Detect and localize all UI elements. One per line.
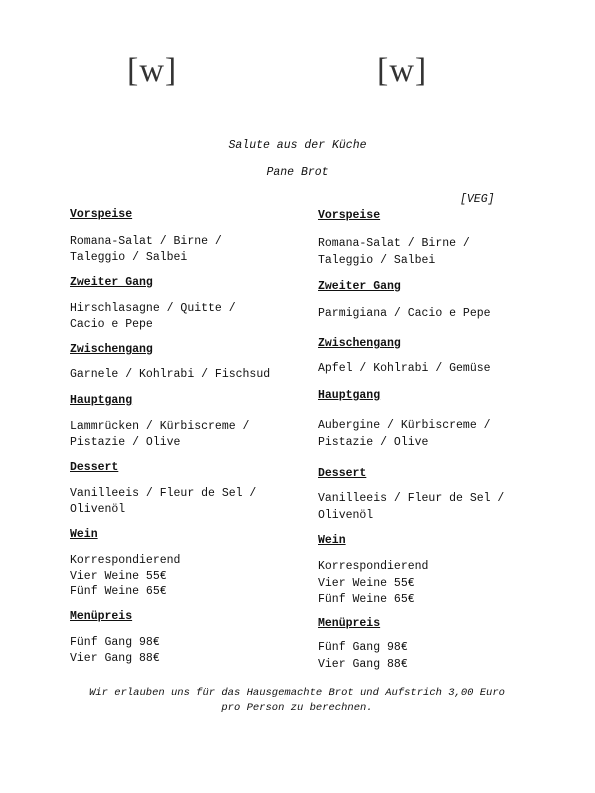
logo-left: [w]	[127, 52, 178, 89]
section-heading-zwischengang: Zwischengang	[318, 337, 401, 350]
section-item-menuepreis: Fünf Gang 98€ Vier Gang 88€	[70, 636, 160, 665]
section-heading-menuepreis: Menüpreis	[70, 610, 133, 623]
section-item-wein: Korrespondierend Vier Weine 55€ Fünf Weine 65€	[70, 554, 181, 598]
section-item-hauptgang: Lammrücken / Kürbiscreme / Pistazie / Olive	[70, 420, 250, 449]
section-heading-vorspeise: Vorspeise	[70, 208, 133, 221]
section-heading-zwischengang: Zwischengang	[70, 343, 153, 356]
section-item-dessert: Vanilleeis / Fleur de Sel / Olivenöl	[70, 487, 257, 516]
section-item-hauptgang: Aubergine / Kürbiscreme / Pistazie / Olive	[318, 419, 491, 449]
footer-note: Wir erlauben uns für das Hausgemachte Brot und Aufstrich 3,00 Euro pro Person zu berechnen.	[89, 687, 505, 714]
section-heading-zweiter-gang: Zweiter Gang	[318, 280, 401, 293]
section-item-zweiter-gang: Parmigiana / Cacio e Pepe	[318, 307, 491, 320]
section-item-dessert: Vanilleeis / Fleur de Sel / Olivenöl	[318, 492, 505, 522]
section-item-zwischengang: Apfel / Kohlrabi / Gemüse	[318, 362, 491, 375]
bread-line: Pane Brot	[266, 166, 329, 179]
section-heading-menuepreis: Menüpreis	[318, 617, 381, 630]
section-heading-vorspeise: Vorspeise	[318, 209, 381, 222]
section-item-zwischengang: Garnele / Kohlrabi / Fischsud	[70, 368, 271, 381]
section-item-wein: Korrespondierend Vier Weine 55€ Fünf Weine 65€	[318, 560, 429, 606]
section-heading-hauptgang: Hauptgang	[318, 389, 381, 402]
section-item-vorspeise: Romana-Salat / Birne / Taleggio / Salbei	[70, 235, 222, 264]
section-heading-hauptgang: Hauptgang	[70, 394, 133, 407]
section-heading-dessert: Dessert	[318, 467, 367, 480]
veg-tag: [VEG]	[460, 193, 495, 206]
section-heading-zweiter-gang: Zweiter Gang	[70, 276, 153, 289]
section-item-menuepreis: Fünf Gang 98€ Vier Gang 88€	[318, 641, 408, 671]
section-heading-dessert: Dessert	[70, 461, 119, 474]
section-heading-wein: Wein	[70, 528, 98, 541]
section-item-vorspeise: Romana-Salat / Birne / Taleggio / Salbei	[318, 237, 470, 267]
section-heading-wein: Wein	[318, 534, 346, 547]
logo-right: [w]	[377, 52, 428, 89]
section-item-zweiter-gang: Hirschlasagne / Quitte / Cacio e Pepe	[70, 302, 236, 331]
greeting-title: Salute aus der Küche	[228, 139, 367, 152]
